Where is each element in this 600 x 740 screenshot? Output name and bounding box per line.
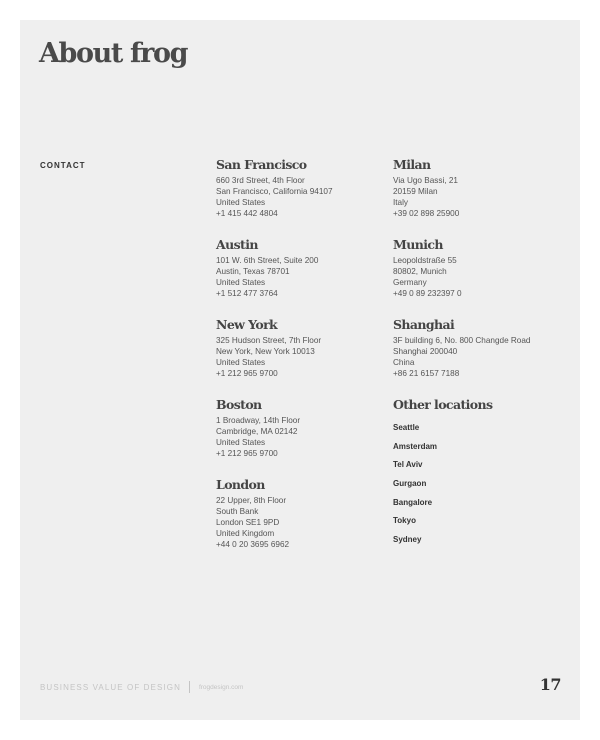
- address-line: 101 W. 6th Street, Suite 200: [216, 256, 319, 265]
- location-item: Tokyo: [393, 516, 416, 526]
- office-san-francisco: [216, 157, 396, 219]
- office-name: Milan: [393, 157, 431, 172]
- office-shanghai: [393, 317, 573, 379]
- phone-number: +44 0 20 3695 6962: [216, 540, 290, 549]
- address-line: South Bank: [216, 507, 259, 516]
- office-austin: [216, 237, 396, 299]
- address-line: London SE1 9PD: [216, 518, 280, 527]
- office-name: Shanghai: [393, 317, 455, 332]
- page-footer: [40, 680, 243, 694]
- address-line: 80802, Munich: [393, 267, 447, 276]
- location-item: Seattle: [393, 423, 420, 432]
- office-boston: [216, 397, 396, 459]
- phone-number: +1 212 965 9700: [216, 449, 278, 458]
- phone-number: +39 02 898 25900: [393, 209, 460, 218]
- footer-divider: [189, 681, 190, 693]
- address-line: 660 3rd Street, 4th Floor: [216, 176, 305, 185]
- location-item: Bangalore: [393, 497, 433, 507]
- document-page: [20, 20, 580, 720]
- publication-title: BUSINESS VALUE OF DESIGN: [40, 682, 181, 692]
- phone-number: +1 512 477 3764: [216, 289, 278, 298]
- office-milan: [393, 157, 573, 219]
- other-locations: [393, 397, 573, 550]
- address-line: United States: [216, 198, 266, 207]
- location-item: Tel Aviv: [393, 460, 423, 470]
- address-line: United Kingdom: [216, 529, 275, 538]
- address-line: Shanghai 200040: [393, 347, 458, 356]
- contact-section-label: CONTACT: [40, 161, 86, 170]
- location-item: Sydney: [393, 535, 422, 545]
- other-locations-list: [393, 419, 573, 550]
- address-line: Italy: [393, 198, 409, 207]
- phone-number: +86 21 6157 7188: [393, 369, 460, 378]
- address-line: Leopoldstraße 55: [393, 256, 457, 265]
- address-line: China: [393, 358, 415, 367]
- address-line: Germany: [393, 278, 427, 287]
- address-line: Austin, Texas 78701: [216, 267, 290, 276]
- address-line: United States: [216, 278, 266, 287]
- address-line: Cambridge, MA 02142: [216, 427, 298, 436]
- footer-url-link[interactable]: frogdesign.com: [198, 683, 244, 691]
- office-name: London: [216, 477, 265, 492]
- office-name: Munich: [393, 237, 443, 252]
- location-item: Amsterdam: [393, 441, 438, 451]
- office-munich: [393, 237, 573, 299]
- address-line: 1 Broadway, 14th Floor: [216, 416, 301, 425]
- phone-number: +1 212 965 9700: [216, 369, 278, 378]
- address-line: Via Ugo Bassi, 21: [393, 176, 458, 185]
- location-item: Gurgaon: [393, 479, 427, 489]
- address-line: New York, New York 10013: [216, 347, 315, 356]
- other-locations-heading: Other locations: [393, 397, 493, 412]
- office-london: [216, 477, 396, 550]
- page-title: About frog: [39, 38, 188, 69]
- address-line: 20159 Milan: [393, 187, 438, 196]
- address-line: 325 Hudson Street, 7th Floor: [216, 336, 322, 345]
- phone-number: +49 0 89 232397 0: [393, 289, 462, 298]
- office-name: San Francisco: [216, 157, 307, 172]
- phone-number: +1 415 442 4804: [216, 209, 278, 218]
- office-name: New York: [216, 317, 278, 332]
- address-line: 22 Upper, 8th Floor: [216, 496, 287, 505]
- address-line: 3F building 6, No. 800 Changde Road: [393, 336, 531, 345]
- office-new-york: [216, 317, 396, 379]
- address-line: United States: [216, 358, 266, 367]
- address-line: San Francisco, California 94107: [216, 187, 333, 196]
- page-number: 17: [539, 675, 561, 694]
- office-name: Boston: [216, 397, 262, 412]
- address-line: United States: [216, 438, 266, 447]
- office-name: Austin: [216, 237, 258, 252]
